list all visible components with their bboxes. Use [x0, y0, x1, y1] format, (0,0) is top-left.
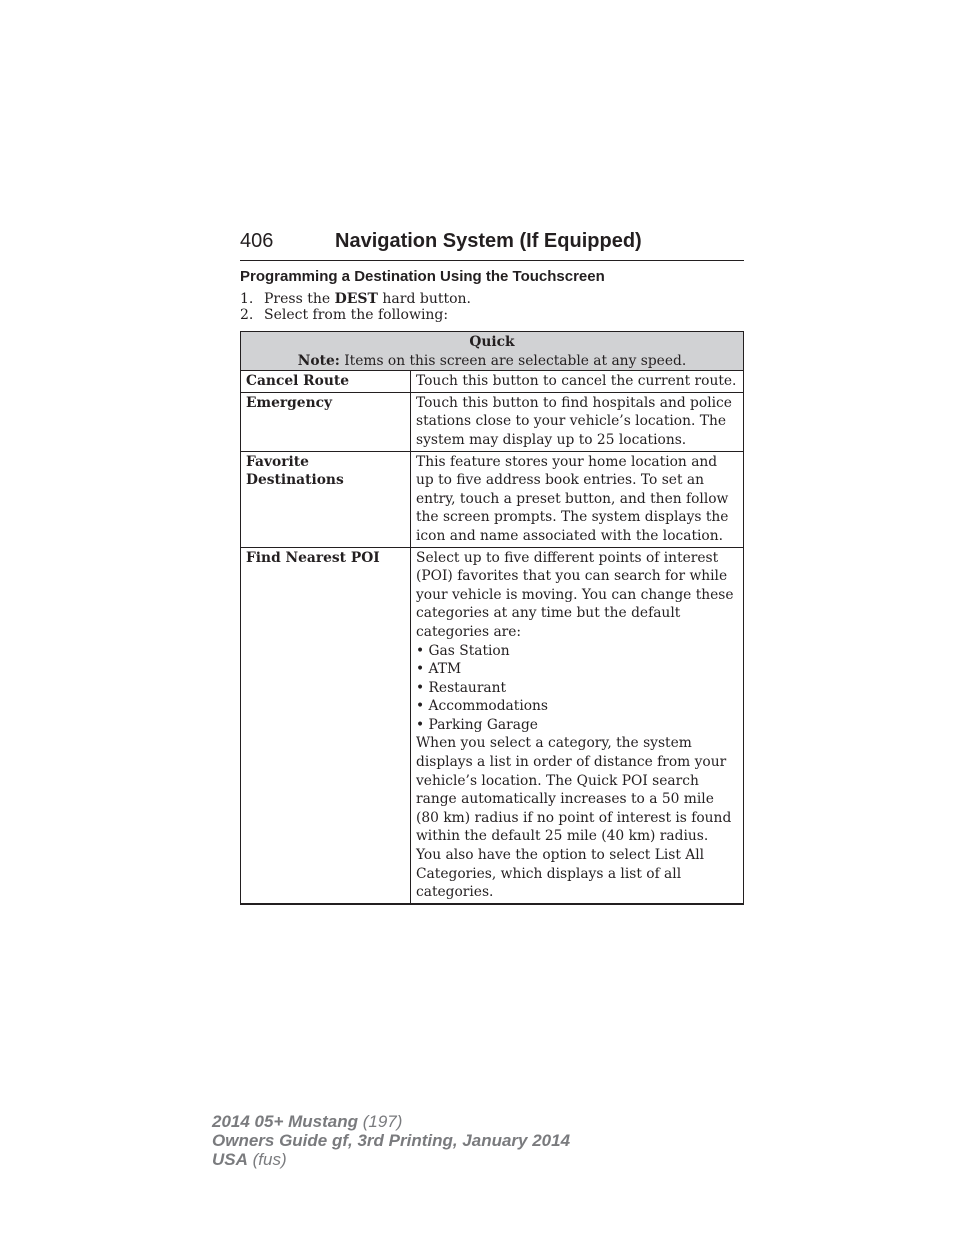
table-row: [241, 392, 744, 451]
poi-paragraph: When you select a category, the system displays a list in order of distance from your vehicle’s location. The Quick POI search range automatically increases to a 50 mile (80 km) radius if no point of interest is found within the default 25 mile (40 km) radius.: [416, 735, 732, 845]
row-label: Cancel Route: [241, 371, 411, 393]
poi-category: Accommodations: [428, 698, 549, 715]
table-row: [241, 371, 744, 393]
dest-button-label: DEST: [334, 291, 378, 307]
footer-model-code: (197): [358, 1112, 403, 1131]
poi-category: Parking Garage: [428, 716, 538, 733]
list-item: • Restaurant: [416, 679, 507, 696]
step-number: 1.: [240, 291, 254, 307]
row-description: [411, 547, 744, 904]
page-footer: [212, 1112, 570, 1169]
steps-list: [240, 291, 471, 323]
poi-category: Restaurant: [428, 679, 507, 696]
table-heading: Quick: [469, 334, 515, 350]
step-text: [264, 291, 471, 307]
step-item: [240, 291, 471, 307]
step-text-part: hard button.: [377, 291, 471, 307]
row-description: This feature stores your home location and up to five address book entries. To set an entry, touch a preset button, and then follow the screen prompts. The system displays the icon and name associated with the location.: [411, 451, 744, 547]
poi-intro: Select up to five different points of interest (POI) favorites that you can search for while your vehicle is moving. You can change these categories at any time but the default categories are:: [416, 549, 734, 640]
footer-line: [212, 1150, 570, 1169]
table-note: [245, 352, 739, 371]
table-row: [241, 451, 744, 547]
note-text: Items on this screen are selectable at any speed.: [339, 352, 687, 369]
step-number: 2.: [240, 307, 254, 323]
poi-paragraph: You also have the option to select List All Categories, which displays a list of all categories.: [416, 847, 705, 901]
chapter-title: Navigation System (If Equipped): [335, 230, 642, 252]
row-description: Touch this button to find hospitals and police stations close to your vehicle’s location. The system may display up to 25 locations.: [411, 392, 744, 451]
row-description: Touch this button to cancel the current route.: [411, 371, 744, 393]
step-text-part: Press the: [264, 291, 335, 307]
table-row: [241, 547, 744, 904]
page-number: 406: [240, 230, 274, 252]
step-text: Select from the following:: [264, 307, 449, 323]
footer-line: [212, 1112, 570, 1131]
options-table: [240, 331, 744, 905]
table-header-cell: [241, 332, 744, 371]
list-item: • ATM: [416, 661, 462, 678]
step-item: [240, 307, 471, 323]
poi-category: ATM: [428, 661, 462, 678]
poi-category: Gas Station: [428, 642, 510, 659]
row-label: Find Nearest POI: [241, 547, 411, 904]
footer-model: 2014 05+ Mustang: [212, 1112, 358, 1131]
footer-guide-info: Owners Guide gf, 3rd Printing, January 2014: [212, 1131, 571, 1150]
row-label: Emergency: [241, 392, 411, 451]
row-label-line: Favorite: [246, 453, 309, 470]
row-label: [241, 451, 411, 547]
footer-market: USA: [212, 1150, 248, 1169]
page-header: [240, 228, 744, 261]
note-label: Note:: [297, 352, 340, 369]
poi-category-list: [416, 642, 738, 735]
list-item: • Accommodations: [416, 698, 549, 715]
list-item: • Parking Garage: [416, 716, 538, 733]
row-label-line: Destinations: [246, 472, 344, 489]
section-title: Programming a Destination Using the Touchscreen: [240, 268, 605, 285]
footer-market-code: (fus): [247, 1150, 287, 1169]
table-header-row: [241, 332, 744, 371]
list-item: • Gas Station: [416, 642, 510, 659]
